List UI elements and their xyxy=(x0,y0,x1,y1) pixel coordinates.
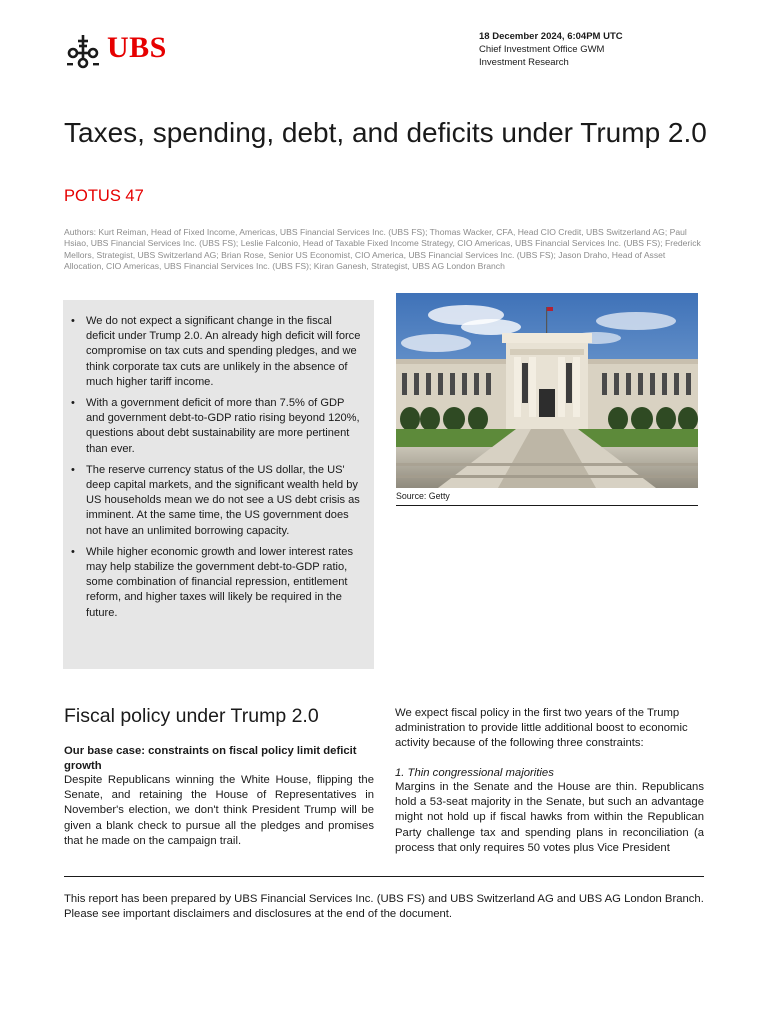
caption-divider xyxy=(396,505,698,506)
key-points-box xyxy=(63,300,374,669)
photo-caption: Source: Getty xyxy=(396,491,450,501)
bullet-icon: • xyxy=(71,397,75,410)
ubs-logo xyxy=(64,33,184,71)
brand-name: UBS xyxy=(107,31,167,64)
key-point xyxy=(71,396,363,457)
report-meta xyxy=(479,30,623,69)
key-point xyxy=(71,314,363,390)
report-office: Chief Investment Office GWM xyxy=(479,44,605,55)
authors-list: Authors: Kurt Reiman, Head of Fixed Income, Americas, UBS Financial Services Inc. (UBS FS); Thomas Wacker, CFA, Head CIO Credit, UBS Switzerland AG; Paul Hsiao, UBS Financial Services Inc. (UBS FS); Leslie Falconio, Head of Taxable Fixed Income Strategy, CIO Americas, UBS Financial Services Inc. (UBS FS); Frederick Mellors, Strategist, UBS Switzerland AG; Brian Rose, Senior US Economist, CIO America, UBS Financial Services Inc. (UBS FS); Jason Draho, Head of Asset Allocation, CIO Americas, UBS Financial Services Inc. (UBS FS); Kiran Ganesh, Strategist, UBS AG London Branch xyxy=(64,227,701,271)
report-title: Taxes, spending, debt, and deficits under Trump 2.0 xyxy=(64,117,707,148)
report-date: 18 December 2024, 6:04PM UTC xyxy=(479,31,623,42)
federal-reserve-photo xyxy=(396,293,698,488)
bullet-icon: • xyxy=(71,545,75,558)
key-point-text: The reserve currency status of the US dollar, the US' deep capital markets, and the significant wealth held by US households mean we do not see a US debt crisis as imminent. At the same time, the US government does not have an unlimited borrowing capacity. xyxy=(86,463,360,537)
footer-divider xyxy=(64,876,704,877)
section-paragraph: Despite Republicans winning the White House, flipping the Senate, and retaining the House of Representatives in November's election, we don't think President Trump will be given a blank check to pursue all the pledges and promises that he made on the campaign trail. xyxy=(64,774,374,847)
key-point-text: While higher economic growth and lower interest rates may help stabilize the government debt-to-GDP ratio, some combination of financial repression, entitlement reform, and higher taxes will likely be required in the future. xyxy=(86,545,353,619)
bullet-icon: • xyxy=(71,463,75,476)
key-point-text: With a government deficit of more than 7.5% of GDP and government debt-to-GDP ratio rising beyond 120%, questions about debt sustainability are more pertinent than ever. xyxy=(86,397,360,455)
right-column-intro: We expect fiscal policy in the first two years of the Trump administration to provide little additional boost to economic activity because of the following three constraints: xyxy=(395,707,688,750)
constraint-paragraph: Margins in the Senate and the House are thin. Republicans hold a 53-seat majority in the Senate, but such an advantage might not hold up if fiscal hawks from within the Republican Party challenge tax and spending plans in reconciliation (a process that only requires 50 votes plus Vice President xyxy=(395,781,704,854)
key-point xyxy=(71,463,363,539)
report-department: Investment Research xyxy=(479,57,569,68)
federal-reserve-building-image xyxy=(396,293,698,488)
constraint-heading: 1. Thin congressional majorities xyxy=(395,767,554,779)
section-heading: Fiscal policy under Trump 2.0 xyxy=(64,705,319,727)
key-points-list xyxy=(71,314,363,627)
key-point-text: We do not expect a significant change in the fiscal deficit under Trump 2.0. An already high deficit will force compromise on tax cuts and spending pledges, and we think corporate tax cuts are unlikely in the absence of much higher tariff income. xyxy=(86,315,361,388)
section-subheading: Our base case: constraints on fiscal policy limit deficit growth xyxy=(64,745,357,772)
bullet-icon: • xyxy=(71,315,75,327)
key-point xyxy=(71,545,363,621)
ubs-keys-icon xyxy=(64,33,102,71)
footer-disclaimer: This report has been prepared by UBS Financial Services Inc. (UBS FS) and UBS Switzerland AG and UBS AG London Branch. Please see important disclaimers and disclosures at the end of the document. xyxy=(64,893,704,921)
report-subtitle: POTUS 47 xyxy=(64,187,144,205)
